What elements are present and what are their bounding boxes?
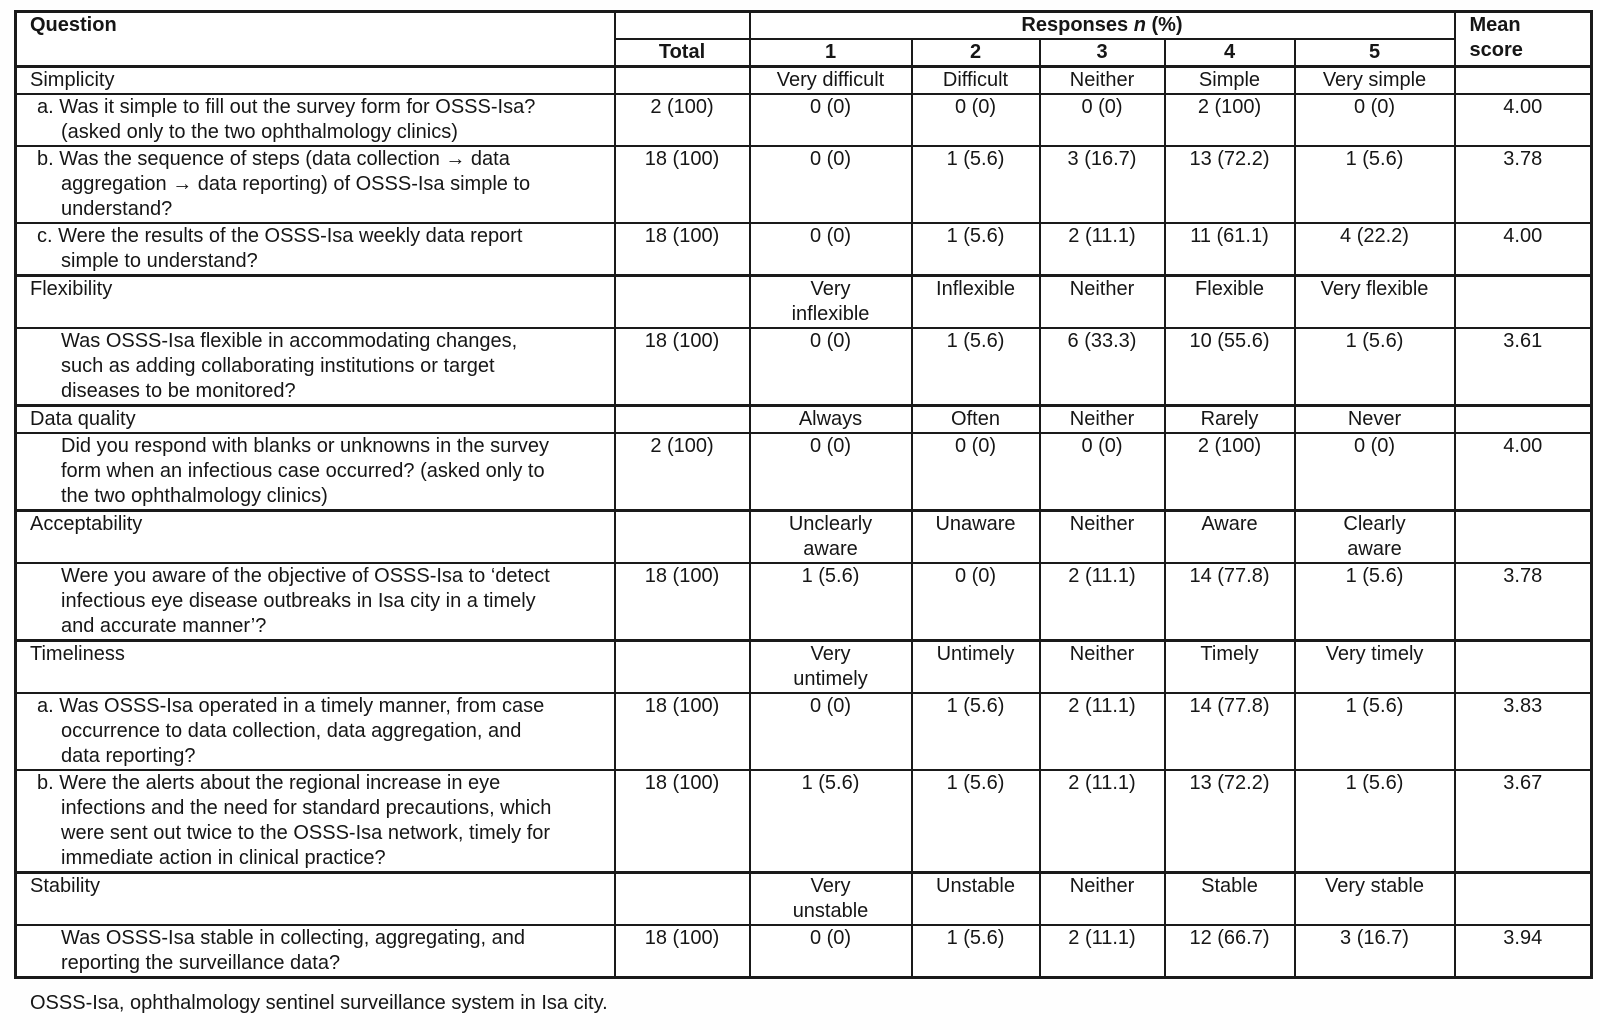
scale-label: Very unstable <box>750 873 912 926</box>
scale-label: Untimely <box>912 641 1040 694</box>
scale-label: Very flexible <box>1295 276 1455 329</box>
response-cell: 0 (0) <box>750 433 912 511</box>
total-cell <box>615 276 750 329</box>
scale-label: Neither <box>1040 511 1165 564</box>
total-cell: 18 (100) <box>615 693 750 770</box>
response-cell: 0 (0) <box>912 433 1040 511</box>
scale-label: Aware <box>1165 511 1295 564</box>
total-cell: 18 (100) <box>615 563 750 641</box>
mean-cell: 3.78 <box>1455 146 1592 223</box>
response-cell: 2 (11.1) <box>1040 925 1165 978</box>
mean-cell <box>1455 641 1592 694</box>
response-column-header-4: 4 <box>1165 39 1295 67</box>
scale-label: Neither <box>1040 641 1165 694</box>
total-cell <box>615 406 750 434</box>
response-cell: 2 (11.1) <box>1040 770 1165 873</box>
section-row <box>16 67 1592 95</box>
response-cell: 4 (22.2) <box>1295 223 1455 276</box>
table-header <box>16 12 1592 67</box>
mean-cell: 4.00 <box>1455 94 1592 146</box>
scale-label: Very inflexible <box>750 276 912 329</box>
response-cell: 13 (72.2) <box>1165 770 1295 873</box>
responses-label-prefix: Responses <box>1021 14 1129 36</box>
question-cell: a. Was it simple to fill out the survey form for OSSS-Isa? (asked only to the two ophthalmology clinics) <box>16 94 615 146</box>
response-cell: 1 (5.6) <box>1295 693 1455 770</box>
table-row <box>16 563 1592 641</box>
total-cell: 2 (100) <box>615 433 750 511</box>
response-cell: 1 (5.6) <box>912 223 1040 276</box>
response-cell: 0 (0) <box>750 146 912 223</box>
scale-label: Very difficult <box>750 67 912 95</box>
response-cell: 1 (5.6) <box>912 693 1040 770</box>
section-label: Stability <box>16 873 615 926</box>
scale-label: Never <box>1295 406 1455 434</box>
responses-group-header <box>750 12 1455 40</box>
scale-label: Unstable <box>912 873 1040 926</box>
table-row <box>16 925 1592 978</box>
question-cell: a. Was OSSS-Isa operated in a timely manner, from case occurrence to data collection, data aggregation, and data reporting? <box>16 693 615 770</box>
mean-cell: 4.00 <box>1455 433 1592 511</box>
response-cell: 0 (0) <box>912 563 1040 641</box>
question-cell: b. Was the sequence of steps (data collection → data aggregation → data reporting) of OSSS-Isa simple to understand? <box>16 146 615 223</box>
question-cell: Were you aware of the objective of OSSS-Isa to ‘detect infectious eye disease outbreaks in Isa city in a timely and accurate manner’? <box>16 563 615 641</box>
total-cell: 18 (100) <box>615 146 750 223</box>
total-cell <box>615 873 750 926</box>
scale-label: Difficult <box>912 67 1040 95</box>
response-cell: 3 (16.7) <box>1040 146 1165 223</box>
header-row-top <box>16 12 1592 40</box>
responses-label-suffix: (%) <box>1151 14 1183 36</box>
scale-label: Always <box>750 406 912 434</box>
total-cell: 18 (100) <box>615 328 750 406</box>
mean-cell <box>1455 511 1592 564</box>
scale-label: Stable <box>1165 873 1295 926</box>
mean-cell <box>1455 276 1592 329</box>
response-cell: 3 (16.7) <box>1295 925 1455 978</box>
total-cell: 18 (100) <box>615 770 750 873</box>
response-cell: 1 (5.6) <box>912 770 1040 873</box>
table-row <box>16 770 1592 873</box>
scale-label: Very untimely <box>750 641 912 694</box>
mean-cell <box>1455 67 1592 95</box>
scale-label: Unaware <box>912 511 1040 564</box>
total-cell: 18 (100) <box>615 925 750 978</box>
scale-label: Timely <box>1165 641 1295 694</box>
scale-label: Neither <box>1040 406 1165 434</box>
section-label: Simplicity <box>16 67 615 95</box>
section-label: Timeliness <box>16 641 615 694</box>
response-cell: 2 (11.1) <box>1040 693 1165 770</box>
evaluation-table <box>14 10 1593 979</box>
response-cell: 14 (77.8) <box>1165 693 1295 770</box>
scale-label: Very timely <box>1295 641 1455 694</box>
question-cell: Was OSSS-Isa flexible in accommodating changes, such as adding collaborating institutions or target diseases to be monitored? <box>16 328 615 406</box>
mean-cell: 4.00 <box>1455 223 1592 276</box>
mean-cell: 3.78 <box>1455 563 1592 641</box>
scale-label: Neither <box>1040 67 1165 95</box>
mean-cell: 3.61 <box>1455 328 1592 406</box>
table-row <box>16 693 1592 770</box>
total-column-header: Total <box>615 39 750 67</box>
response-cell: 2 (11.1) <box>1040 563 1165 641</box>
response-cell: 13 (72.2) <box>1165 146 1295 223</box>
response-column-header-1: 1 <box>750 39 912 67</box>
mean-cell: 3.83 <box>1455 693 1592 770</box>
scale-label: Often <box>912 406 1040 434</box>
response-cell: 0 (0) <box>750 693 912 770</box>
response-column-header-2: 2 <box>912 39 1040 67</box>
scale-label: Inflexible <box>912 276 1040 329</box>
response-cell: 2 (11.1) <box>1040 223 1165 276</box>
response-cell: 0 (0) <box>750 223 912 276</box>
scale-label: Clearly aware <box>1295 511 1455 564</box>
table-row <box>16 223 1592 276</box>
section-row <box>16 641 1592 694</box>
response-cell: 2 (100) <box>1165 433 1295 511</box>
scale-label: Flexible <box>1165 276 1295 329</box>
question-column-header: Question <box>16 12 615 67</box>
table-body <box>16 67 1592 978</box>
question-cell: Was OSSS-Isa stable in collecting, aggregating, and reporting the surveillance data? <box>16 925 615 978</box>
mean-cell: 3.94 <box>1455 925 1592 978</box>
response-cell: 1 (5.6) <box>1295 563 1455 641</box>
table-row <box>16 328 1592 406</box>
section-row <box>16 873 1592 926</box>
mean-cell: 3.67 <box>1455 770 1592 873</box>
mean-cell <box>1455 873 1592 926</box>
table-row <box>16 94 1592 146</box>
response-cell: 1 (5.6) <box>1295 770 1455 873</box>
response-column-header-3: 3 <box>1040 39 1165 67</box>
response-cell: 1 (5.6) <box>1295 146 1455 223</box>
section-row <box>16 511 1592 564</box>
response-cell: 0 (0) <box>912 94 1040 146</box>
header-spacer-cell <box>615 12 750 40</box>
response-cell: 1 (5.6) <box>912 328 1040 406</box>
response-cell: 0 (0) <box>750 328 912 406</box>
response-cell: 1 (5.6) <box>1295 328 1455 406</box>
response-cell: 1 (5.6) <box>750 770 912 873</box>
scale-label: Simple <box>1165 67 1295 95</box>
section-row <box>16 276 1592 329</box>
scale-label: Neither <box>1040 873 1165 926</box>
response-cell: 0 (0) <box>750 925 912 978</box>
scale-label: Unclearly aware <box>750 511 912 564</box>
question-cell: c. Were the results of the OSSS-Isa weekly data report simple to understand? <box>16 223 615 276</box>
response-cell: 0 (0) <box>1295 433 1455 511</box>
table-row <box>16 433 1592 511</box>
scale-label: Rarely <box>1165 406 1295 434</box>
response-cell: 14 (77.8) <box>1165 563 1295 641</box>
response-cell: 12 (66.7) <box>1165 925 1295 978</box>
total-cell <box>615 511 750 564</box>
response-cell: 0 (0) <box>1040 94 1165 146</box>
scale-label: Neither <box>1040 276 1165 329</box>
response-cell: 6 (33.3) <box>1040 328 1165 406</box>
total-cell: 2 (100) <box>615 94 750 146</box>
response-cell: 1 (5.6) <box>912 925 1040 978</box>
section-row <box>16 406 1592 434</box>
scale-label: Very stable <box>1295 873 1455 926</box>
responses-n-symbol: n <box>1133 14 1146 36</box>
mean-score-column-header: Mean score <box>1455 12 1592 67</box>
response-cell: 2 (100) <box>1165 94 1295 146</box>
total-cell <box>615 641 750 694</box>
response-cell: 1 (5.6) <box>912 146 1040 223</box>
response-cell: 11 (61.1) <box>1165 223 1295 276</box>
table-row <box>16 146 1592 223</box>
response-cell: 0 (0) <box>1295 94 1455 146</box>
section-label: Acceptability <box>16 511 615 564</box>
response-column-header-5: 5 <box>1295 39 1455 67</box>
scale-label: Very simple <box>1295 67 1455 95</box>
total-cell <box>615 67 750 95</box>
question-cell: b. Were the alerts about the regional increase in eye infections and the need for standard precautions, which were sent out twice to the OSSS-Isa network, timely for immediate action in clinical practice? <box>16 770 615 873</box>
mean-cell <box>1455 406 1592 434</box>
question-cell: Did you respond with blanks or unknowns in the survey form when an infectious case occurred? (asked only to the two ophthalmology clinics) <box>16 433 615 511</box>
response-cell: 1 (5.6) <box>750 563 912 641</box>
section-label: Data quality <box>16 406 615 434</box>
response-cell: 0 (0) <box>750 94 912 146</box>
response-cell: 10 (55.6) <box>1165 328 1295 406</box>
section-label: Flexibility <box>16 276 615 329</box>
table-footnote: OSSS-Isa, ophthalmology sentinel surveillance system in Isa city. <box>30 992 608 1014</box>
response-cell: 0 (0) <box>1040 433 1165 511</box>
total-cell: 18 (100) <box>615 223 750 276</box>
